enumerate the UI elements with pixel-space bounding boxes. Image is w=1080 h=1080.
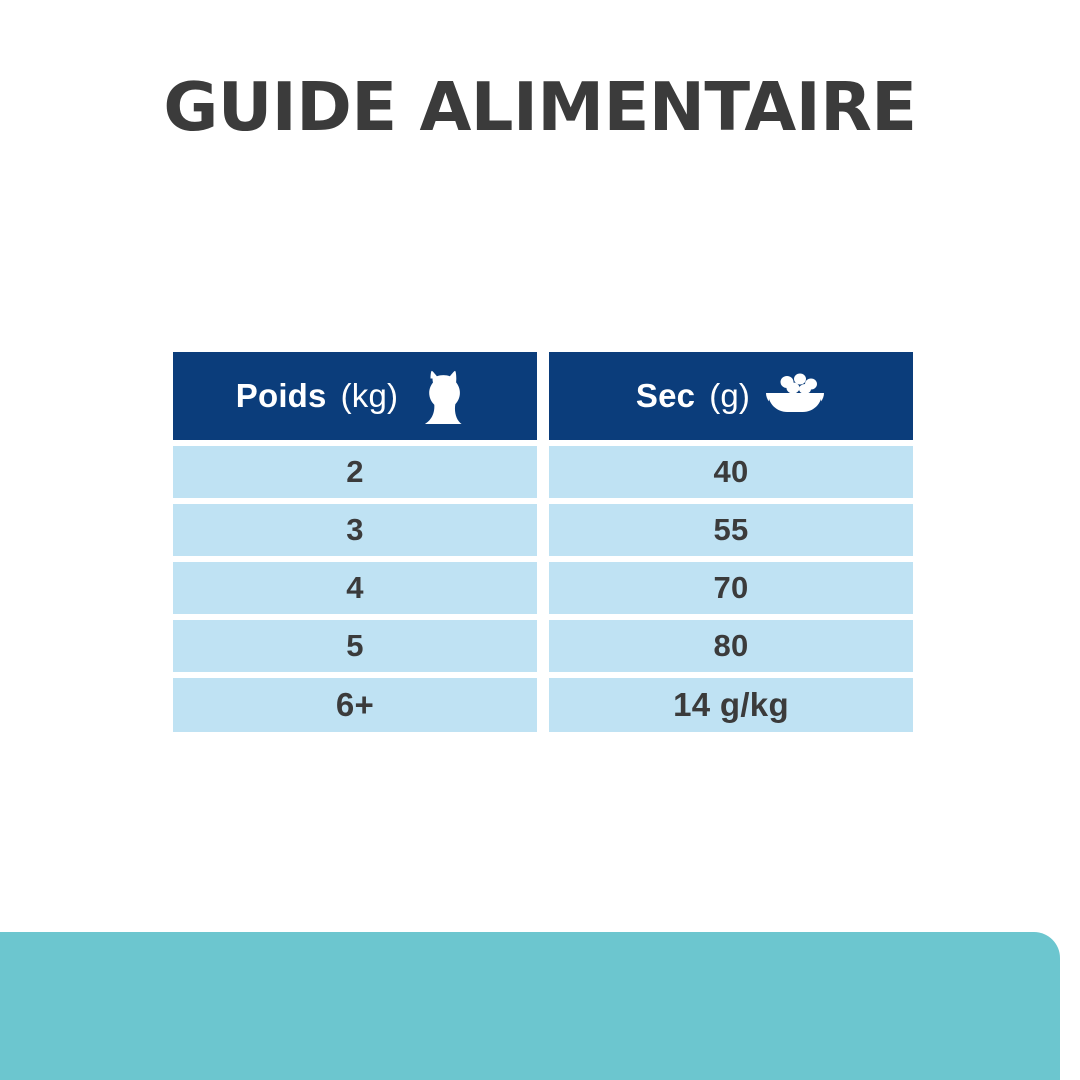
table-cell: 70	[549, 562, 913, 614]
bottom-color-band	[0, 932, 1060, 1080]
column-header-dry-food-label: Sec	[635, 377, 696, 414]
table-cell: 14 g/kg	[549, 678, 913, 732]
column-header-weight	[173, 352, 537, 440]
column-header-weight-label: Poids	[235, 377, 327, 414]
cat-icon	[412, 368, 474, 424]
page-title: GUIDE ALIMENTAIRE	[163, 68, 917, 146]
table-cell: 80	[549, 620, 913, 672]
table-cell: 3	[173, 504, 537, 556]
column-header-weight-unit: (kg)	[340, 377, 399, 414]
table-column-dry-food	[549, 352, 913, 732]
feeding-guide-table	[173, 352, 913, 732]
table-cell: 2	[173, 446, 537, 498]
column-header-dry-food	[549, 352, 913, 440]
column-header-dry-food-unit: (g)	[709, 377, 751, 414]
table-cell: 55	[549, 504, 913, 556]
table-cell: 40	[549, 446, 913, 498]
table-column-weight	[173, 352, 537, 732]
table-cell: 4	[173, 562, 537, 614]
food-bowl-icon	[764, 368, 826, 424]
table-cell: 6+	[173, 678, 537, 732]
table-cell: 5	[173, 620, 537, 672]
